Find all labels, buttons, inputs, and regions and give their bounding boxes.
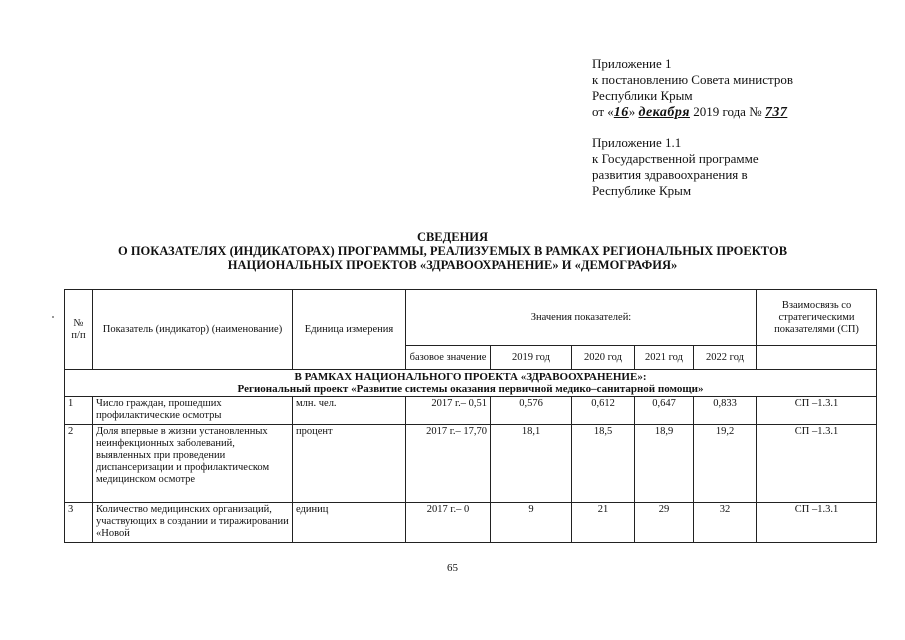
appendix-2-line1: Приложение 1.1 [592,135,682,150]
appendix-1-line2: к постановлению Совета министров [592,72,793,87]
cell-sp: СП –1.3.1 [757,503,877,543]
year-part: 2019 года № [689,104,765,119]
cell-name: Количество медицинских организаций, участвующих в создании и тиражировании «Новой [93,503,293,543]
date-mid: » [628,104,639,119]
page-number: 65 [447,562,458,574]
appendix-1-date-line [592,104,793,121]
table-row [65,503,877,543]
header-unit: Единица измерения [293,290,406,370]
header-link-empty [757,346,877,370]
cell-2021: 18,9 [635,425,694,503]
cell-2019: 0,576 [491,397,572,425]
cell-base: 2017 г.– 17,70 [406,425,491,503]
doc-subtitle-line2: НАЦИОНАЛЬНЫХ ПРОЕКТОВ «ЗДРАВООХРАНЕНИЕ» И «ДЕМОГРАФИЯ» [227,258,678,272]
appendix-1-line3: Республики Крым [592,88,693,103]
handwritten-month: декабря [638,105,690,120]
cell-unit: единиц [293,503,406,543]
header-base: базовое значение [406,346,491,370]
cell-base: 2017 г.– 0,51 [406,397,491,425]
cell-num: 2 [65,425,93,503]
cell-name: Число граждан, прошедших профилактические осмотры [93,397,293,425]
handwritten-number: 737 [764,105,788,120]
cell-2020: 18,5 [572,425,635,503]
cell-name: Доля впервые в жизни установленных неинфекционных заболеваний, выявленных при проведении диспансеризации и профилактическом медицинском осмотре [93,425,293,503]
cell-2021: 29 [635,503,694,543]
section-subtitle: Региональный проект «Развитие системы оказания первичной медико–санитарной помощи» [237,383,704,395]
handwritten-day: 16 [613,105,629,120]
cell-2022: 19,2 [694,425,757,503]
table-row [65,397,877,425]
appendix-2-line2: к Государственной программе [592,151,759,166]
cell-sp: СП –1.3.1 [757,397,877,425]
cell-num: 3 [65,503,93,543]
date-prefix: от « [592,104,614,119]
appendix-2-line3: развития здравоохранения в [592,167,748,182]
cell-sp: СП –1.3.1 [757,425,877,503]
header-2021: 2021 год [635,346,694,370]
appendix-1-1-header [592,135,759,199]
header-indicator: Показатель (индикатор) (наименование) [93,290,293,370]
header-2020: 2020 год [572,346,635,370]
appendix-1-line1: Приложение 1 [592,56,672,71]
header-values: Значения показателей: [406,290,757,346]
cell-unit: процент [293,425,406,503]
header-2019: 2019 год [491,346,572,370]
cell-2020: 21 [572,503,635,543]
header-num: № п/п [65,290,93,370]
cell-2019: 18,1 [491,425,572,503]
cell-2021: 0,647 [635,397,694,425]
doc-title: СВЕДЕНИЯ [416,230,489,244]
cell-2020: 0,612 [572,397,635,425]
appendix-2-line4: Республике Крым [592,183,692,198]
cell-2019: 9 [491,503,572,543]
table-row [65,425,877,503]
section-title: В РАМКАХ НАЦИОНАЛЬНОГО ПРОЕКТА «ЗДРАВООХРАНЕНИЕ»: [294,371,647,383]
doc-subtitle-line1: О ПОКАЗАТЕЛЯХ (ИНДИКАТОРАХ) ПРОГРАММЫ, РЕАЛИЗУЕМЫХ В РАМКАХ РЕГИОНАЛЬНЫХ ПРОЕКТОВ [117,244,788,258]
cell-num: 1 [65,397,93,425]
cell-unit: млн. чел. [293,397,406,425]
indicators-table [64,289,877,543]
header-2022: 2022 год [694,346,757,370]
cell-2022: 0,833 [694,397,757,425]
scan-dot [52,316,54,318]
section-row [65,370,877,397]
cell-2022: 32 [694,503,757,543]
appendix-1-header [592,56,793,121]
header-link: Взаимосвязь со стратегическими показателями (СП) [757,290,877,346]
cell-base: 2017 г.– 0 [406,503,491,543]
